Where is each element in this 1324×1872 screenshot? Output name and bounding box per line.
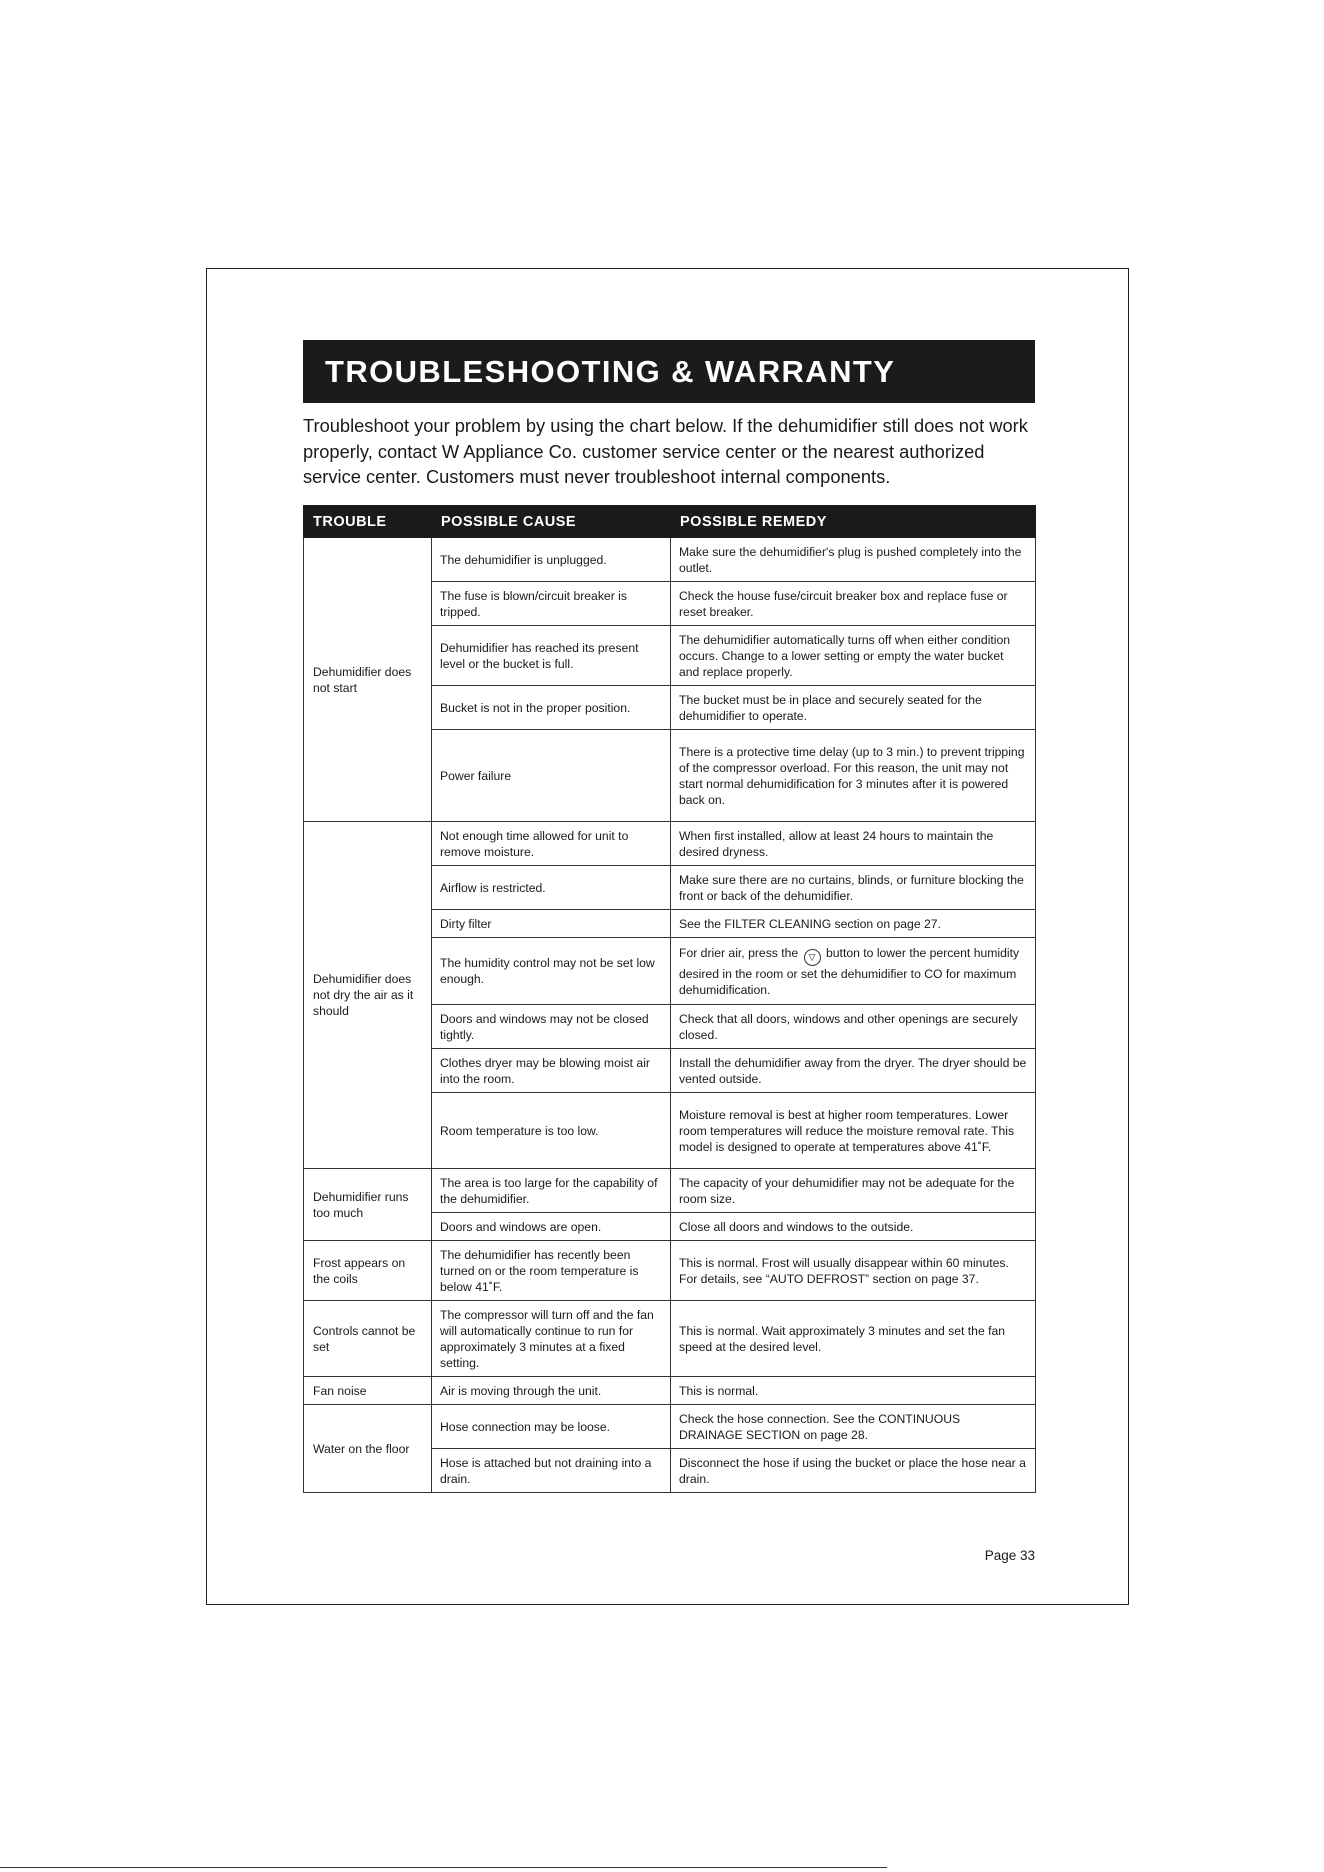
remedy-cell: This is normal. Wait approximately 3 minutes and set the fan speed at the desired level. [671,1301,1036,1377]
table-row [304,1405,1036,1449]
trouble-cell: Frost appears on the coils [304,1241,432,1301]
cause-cell: Airflow is restricted. [432,866,671,910]
cause-cell: The fuse is blown/circuit breaker is tripped. [432,582,671,626]
remedy-cell [671,938,1036,1005]
header-possible-cause: POSSIBLE CAUSE [432,506,671,538]
remedy-cell: The bucket must be in place and securely seated for the dehumidifier to operate. [671,686,1036,730]
cause-cell: Room temperature is too low. [432,1093,671,1169]
page-title: TROUBLESHOOTING & WARRANTY [303,340,1035,403]
page-number: Page 33 [984,1548,1035,1563]
cause-cell: Doors and windows may not be closed tightly. [432,1005,671,1049]
cause-cell: Hose is attached but not draining into a drain. [432,1449,671,1493]
trouble-cell: Dehumidifier does not dry the air as it should [304,822,432,1169]
remedy-cell: This is normal. [671,1377,1036,1405]
table-row [304,822,1036,866]
trouble-cell: Fan noise [304,1377,432,1405]
cause-cell: Hose connection may be loose. [432,1405,671,1449]
intro-paragraph: Troubleshoot your problem by using the chart below. If the dehumidifier still does not work properly, contact W Appliance Co. customer service center or the nearest authorized service center. Customers must never troubleshoot internal components. [303,415,1028,487]
remedy-cell: The dehumidifier automatically turns off when either condition occurs. Change to a lower setting or empty the water bucket and replace properly. [671,626,1036,686]
remedy-cell: See the FILTER CLEANING section on page 27. [671,910,1036,938]
cause-cell: Clothes dryer may be blowing moist air into the room. [432,1049,671,1093]
remedy-cell: Make sure the dehumidifier's plug is pushed completely into the outlet. [671,538,1036,582]
cause-cell: The compressor will turn off and the fan will automatically continue to run for approximately 3 minutes at a fixed setting. [432,1301,671,1377]
remedy-cell: The capacity of your dehumidifier may not be adequate for the room size. [671,1169,1036,1213]
remedy-cell: Make sure there are no curtains, blinds, or furniture blocking the front or back of the dehumidifier. [671,866,1036,910]
humidity-down-icon: ▽ [804,949,821,966]
remedy-cell: Close all doors and windows to the outside. [671,1213,1036,1241]
trouble-cell: Controls cannot be set [304,1301,432,1377]
remedy-cell: Check the house fuse/circuit breaker box and replace fuse or reset breaker. [671,582,1036,626]
cause-cell: Dirty filter [432,910,671,938]
cause-cell: Power failure [432,730,671,822]
cause-cell: The dehumidifier is unplugged. [432,538,671,582]
remedy-text-start: For drier air, press the [679,945,799,960]
trouble-cell: Dehumidifier does not start [304,538,432,822]
cause-cell: The dehumidifier has recently been turned on or the room temperature is below 41˚F. [432,1241,671,1301]
troubleshooting-table [303,505,1036,1493]
trouble-cell: Water on the floor [304,1405,432,1493]
cause-cell: Air is moving through the unit. [432,1377,671,1405]
remedy-cell: This is normal. Frost will usually disappear within 60 minutes. For details, see “AUTO DEFROST” section on page 37. [671,1241,1036,1301]
header-possible-remedy: POSSIBLE REMEDY [671,506,1036,538]
cause-cell: Dehumidifier has reached its present level or the bucket is full. [432,626,671,686]
cause-cell: The area is too large for the capability of the dehumidifier. [432,1169,671,1213]
remedy-cell: Check the hose connection. See the CONTINUOUS DRAINAGE SECTION on page 28. [671,1405,1036,1449]
cause-cell: Doors and windows are open. [432,1213,671,1241]
remedy-cell: Disconnect the hose if using the bucket or place the hose near a drain. [671,1449,1036,1493]
remedy-cell: Moisture removal is best at higher room temperatures. Lower room temperatures will reduce the moisture removal rate. This model is designed to operate at temperatures above 41˚F. [671,1093,1036,1169]
cause-cell: Not enough time allowed for unit to remove moisture. [432,822,671,866]
table-row [304,1241,1036,1301]
trouble-cell: Dehumidifier runs too much [304,1169,432,1241]
table-row [304,538,1036,582]
table-row [304,1377,1036,1405]
table-header-row [304,506,1036,538]
remedy-cell: Install the dehumidifier away from the dryer. The dryer should be vented outside. [671,1049,1036,1093]
footer-divider [0,1867,887,1868]
remedy-cell: Check that all doors, windows and other openings are securely closed. [671,1005,1036,1049]
remedy-cell: When first installed, allow at least 24 hours to maintain the desired dryness. [671,822,1036,866]
cause-cell: Bucket is not in the proper position. [432,686,671,730]
header-trouble: TROUBLE [304,506,432,538]
remedy-cell: There is a protective time delay (up to 3 min.) to prevent tripping of the compressor overload. For this reason, the unit may not start normal dehumidification for 3 minutes after it is powered back on. [671,730,1036,822]
remedy-text-end: button to lower the percent humidity desired in the room or set the dehumidifier to CO for maximum dehumidification. [679,945,1020,997]
table-row [304,1301,1036,1377]
cause-cell: The humidity control may not be set low enough. [432,938,671,1005]
table-row [304,1169,1036,1213]
